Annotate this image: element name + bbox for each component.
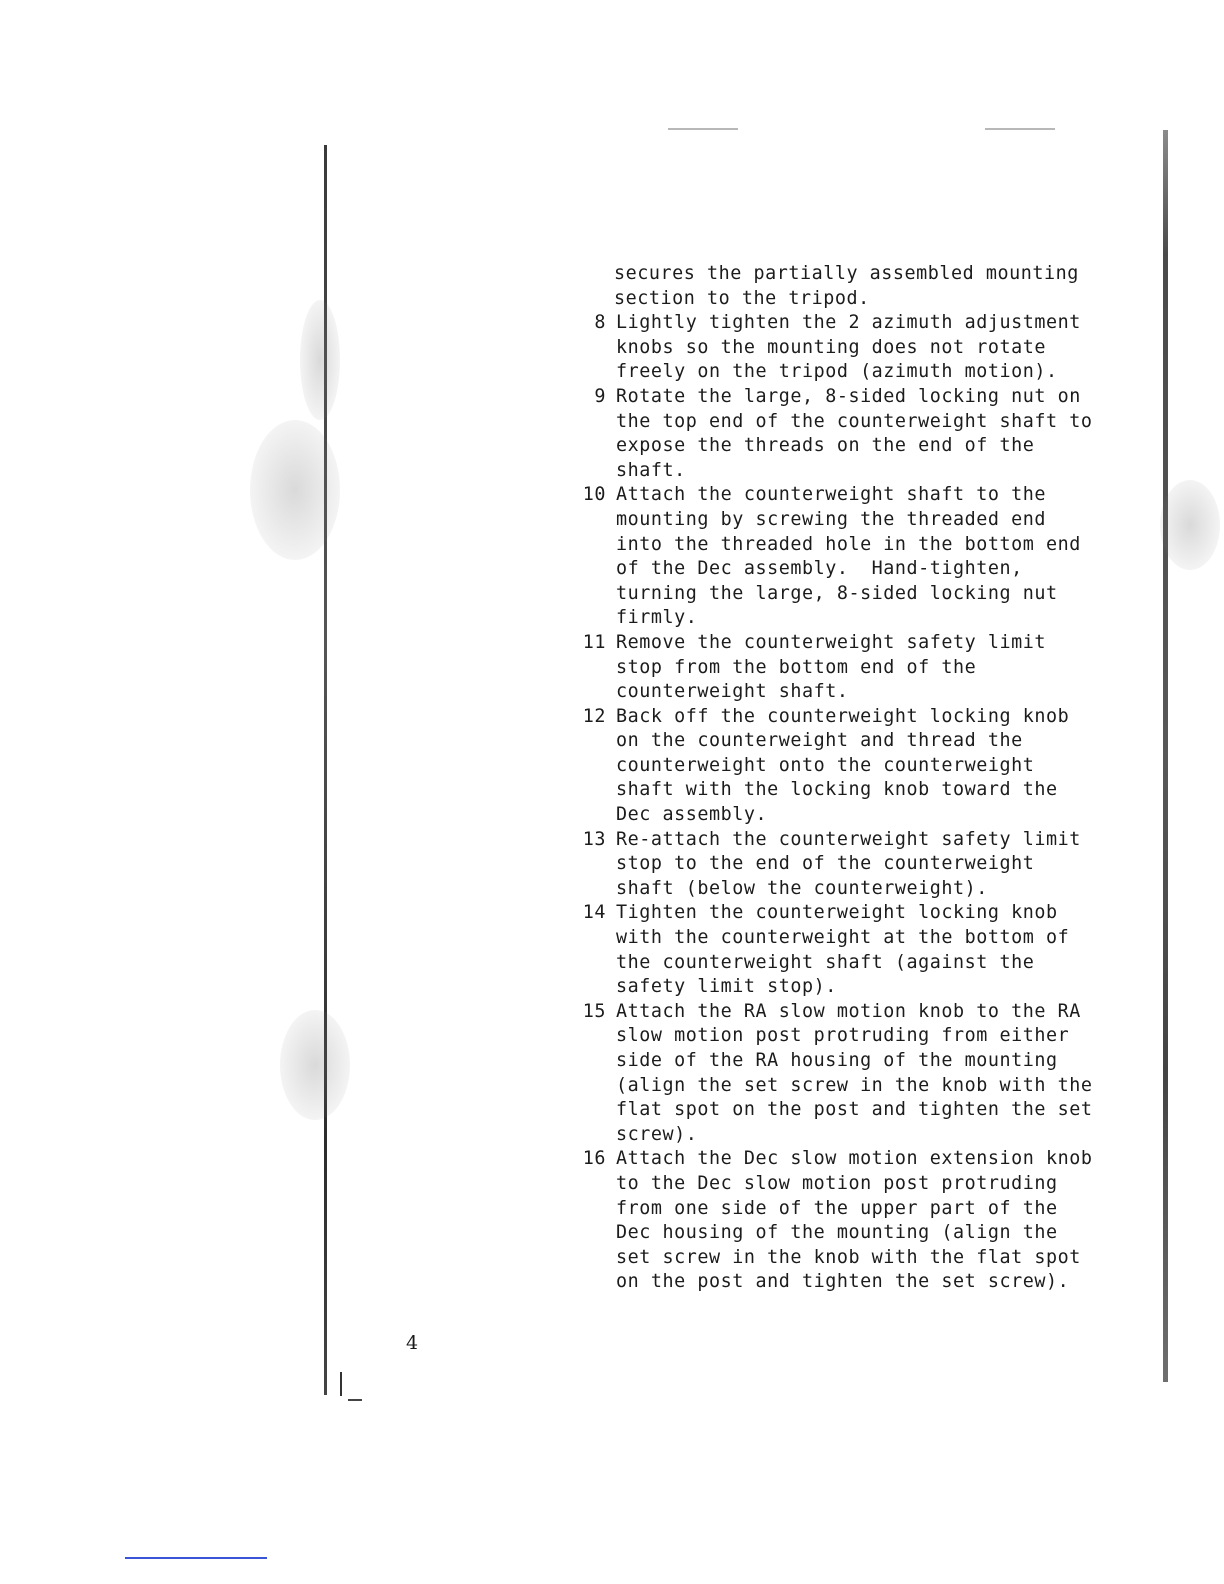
step-item	[560, 705, 1150, 828]
step-text	[616, 631, 1150, 705]
step-text	[616, 483, 1150, 631]
text-line: shaft.	[616, 459, 686, 481]
text-line: flat spot on the post and tighten the set	[616, 1099, 1093, 1121]
binding-edge-tick	[340, 1372, 342, 1396]
text-line: Lightly tighten the 2 azimuth adjustment	[616, 312, 1081, 334]
text-line: with the counterweight at the bottom of	[616, 927, 1070, 949]
scan-speckle	[280, 1010, 350, 1120]
step-item	[560, 1000, 1150, 1148]
text-line: turning the large, 8-sided locking nut	[616, 582, 1058, 604]
text-line: screw).	[616, 1123, 698, 1145]
text-line: Attach the Dec slow motion extension knob	[616, 1148, 1093, 1170]
step-item	[560, 901, 1150, 999]
step-item	[560, 311, 1150, 385]
top-scan-smudge	[985, 128, 1055, 130]
step-number: 9	[594, 385, 606, 407]
text-line: set screw in the knob with the flat spot	[616, 1246, 1081, 1268]
text-line: the top end of the counterweight shaft to	[616, 410, 1093, 432]
text-line: Rotate the large, 8-sided locking nut on	[616, 385, 1081, 407]
step-number: 11	[582, 631, 606, 653]
text-line: (align the set screw in the knob with the	[616, 1074, 1093, 1096]
blue-underline-mark	[125, 1557, 267, 1559]
step-item	[560, 483, 1150, 631]
text-line: mounting by screwing the threaded end	[616, 508, 1047, 530]
text-line: Dec housing of the mounting (align the	[616, 1222, 1058, 1244]
right-scan-edge	[1163, 130, 1168, 1382]
step-text	[616, 385, 1150, 483]
text-line: side of the RA housing of the mounting	[616, 1050, 1058, 1071]
step-text	[616, 705, 1150, 828]
text-line: expose the threads on the end of the	[616, 435, 1035, 457]
text-line: counterweight shaft.	[616, 681, 849, 703]
text-line: Attach the RA slow motion knob to the RA	[616, 1000, 1081, 1022]
step-number: 8	[594, 312, 606, 334]
text-line: secures the partially assembled mounting	[614, 263, 1079, 284]
text-line: to the Dec slow motion post protruding	[616, 1172, 1058, 1194]
text-line: slow motion post protruding from either	[616, 1025, 1070, 1047]
binding-edge-dash	[348, 1399, 362, 1401]
text-line: of the Dec assembly. Hand-tighten,	[616, 558, 1023, 580]
text-line: shaft with the locking knob toward the	[616, 779, 1058, 801]
text-line: on the post and tighten the set screw).	[616, 1271, 1070, 1293]
step-item	[560, 828, 1150, 902]
text-line: freely on the tripod (azimuth motion).	[616, 361, 1058, 383]
text-line: knobs so the mounting does not rotate	[616, 336, 1047, 358]
scan-speckle	[1160, 480, 1220, 570]
step-number: 13	[582, 828, 606, 850]
text-line: Tighten the counterweight locking knob	[616, 902, 1058, 924]
text-line: on the counterweight and thread the	[616, 730, 1023, 752]
text-line: stop from the bottom end of the	[616, 656, 977, 678]
step-number: 12	[582, 705, 606, 727]
text-line: safety limit stop).	[616, 976, 837, 998]
top-scan-smudge	[668, 128, 738, 130]
step-item	[560, 385, 1150, 483]
step-text	[616, 1147, 1150, 1295]
text-line: Dec assembly.	[616, 804, 768, 826]
continued-paragraph	[560, 262, 1150, 311]
text-line: shaft (below the counterweight).	[616, 877, 988, 899]
assembly-instructions	[560, 262, 1150, 1295]
text-line: into the threaded hole in the bottom end	[616, 533, 1081, 555]
step-number: 14	[582, 902, 606, 924]
text-line: Attach the counterweight shaft to the	[616, 484, 1047, 506]
page-number: 4	[406, 1332, 419, 1354]
text-line: Re-attach the counterweight safety limit	[616, 828, 1081, 850]
step-number: 16	[582, 1148, 606, 1170]
scan-speckle	[250, 420, 340, 560]
step-text	[616, 901, 1150, 999]
text-line: section to the tripod.	[614, 287, 870, 309]
step-text	[616, 828, 1150, 902]
step-number: 15	[582, 1000, 606, 1022]
text-line: the counterweight shaft (against the	[616, 951, 1035, 973]
step-text	[616, 1000, 1150, 1148]
text-line: Remove the counterweight safety limit	[616, 631, 1047, 653]
scan-speckle	[300, 300, 340, 420]
step-item	[560, 1147, 1150, 1295]
text-line: Back off the counterweight locking knob	[616, 705, 1070, 727]
step-item	[560, 631, 1150, 705]
text-line: firmly.	[616, 607, 698, 629]
text-line: counterweight onto the counterweight	[616, 754, 1035, 776]
text-line: from one side of the upper part of the	[616, 1197, 1058, 1219]
step-text	[616, 311, 1150, 385]
step-number: 10	[582, 484, 606, 506]
text-line: stop to the end of the counterweight	[616, 853, 1035, 875]
